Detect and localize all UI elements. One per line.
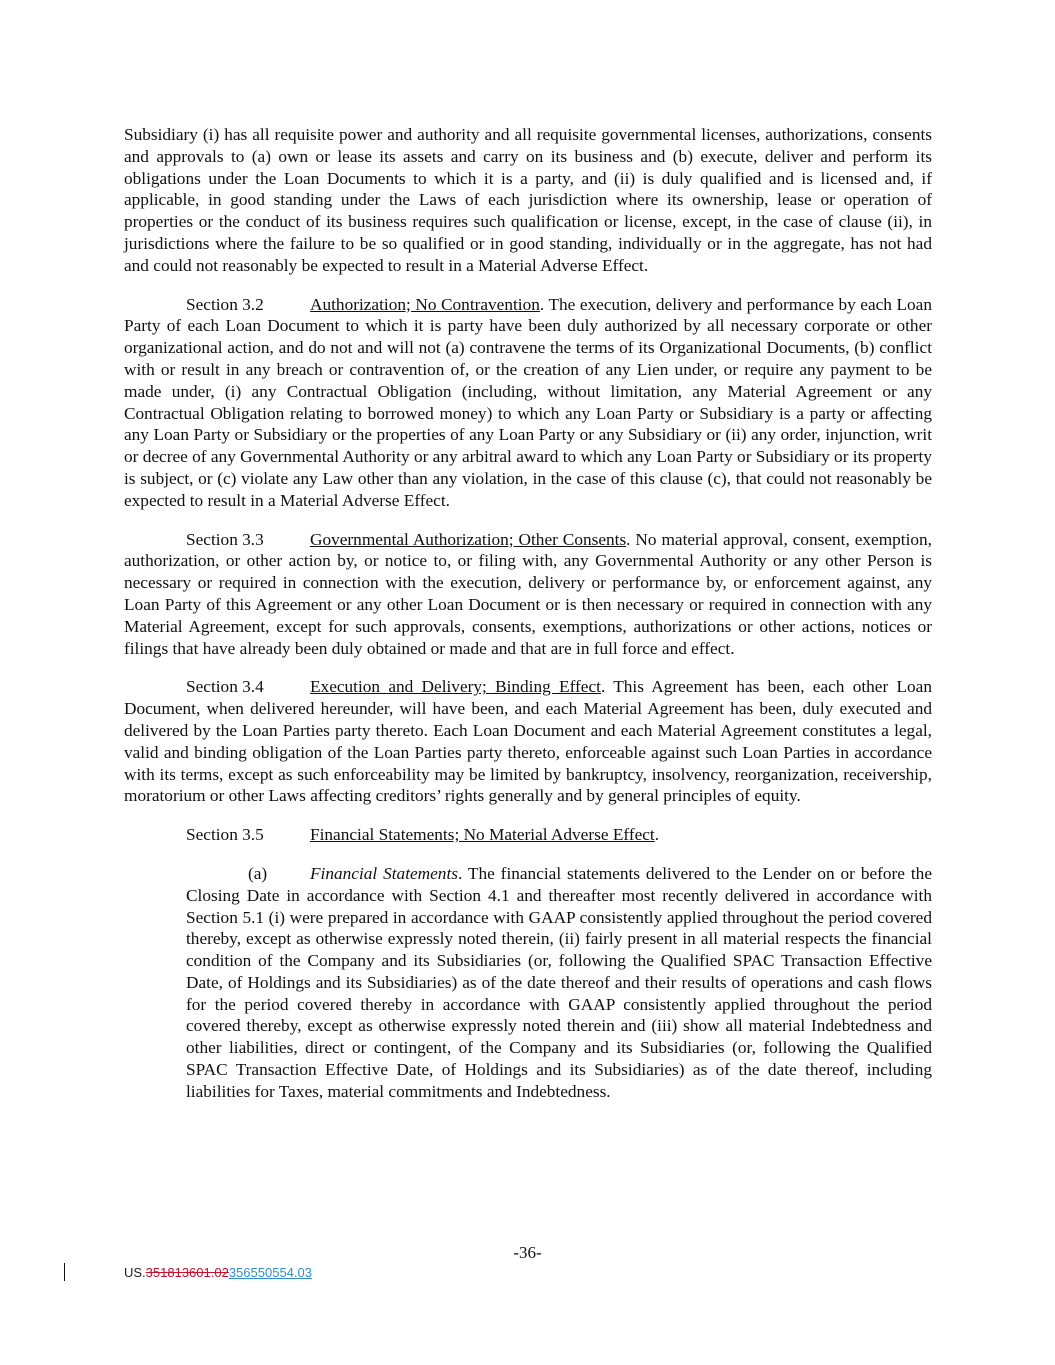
section-title: Execution and Delivery; Binding Effect	[310, 677, 601, 697]
page-number: -36-	[513, 1243, 542, 1262]
subsection-title: Financial Statements	[310, 863, 458, 883]
section-body: . No material approval, consent, exemption, authorization, or other action by, or notice to, or filing with, any Governmental Authority or any other Person is necessary or required in connection with the execution, delivery or performance by, or enforcement against, any Loan Party of this Agreement or any other Loan Document or is then necessary or required in connection with any Material Agreement, except for such approvals, consents, exemptions, authorizations or other actions, notices or filings that have already been duly obtained or made and that are in full force and effect.	[124, 529, 932, 658]
subsection-a	[186, 863, 932, 1103]
document-page	[124, 124, 932, 1120]
subsection-body: . The financial statements delivered to the Lender on or before the Closing Date in accordance with Section 4.1 and thereafter most recently delivered in accordance with Section 5.1 (i) were prepared in accordance with GAAP consistently applied throughout the period covered thereby, except as otherwise expressly noted therein, (ii) fairly present in all material respects the financial condition of the Company and its Subsidiaries (or, following the Qualified SPAC Transaction Effective Date, of Holdings and its Subsidiaries) as of the date thereof and their results of operations and cash flows for the period covered thereby in accordance with GAAP consistently applied throughout the period covered thereby, except as otherwise expressly noted therein and (iii) show all material Indebtedness and other liabilities, direct or contingent, of the Company and its Subsidiaries (or, following the Qualified SPAC Transaction Effective Date, of Holdings and its Subsidiaries) as of the date thereof, including liabilities for Taxes, material commitments and Indebtedness.	[186, 863, 932, 1101]
section-title: Governmental Authorization; Other Consents	[310, 529, 627, 549]
section-number: Section 3.2	[186, 294, 264, 314]
section-body: . This Agreement has been, each other Loan Document, when delivered hereunder, will have been, and each Material Agreement has been, duly executed and delivered by the Loan Parties party thereto. Each Loan Document and each Material Agreement constitutes a legal, valid and binding obligation of the Loan Parties party thereto, enforceable against such Loan Parties in accordance with its terms, except as such enforceability may be limited by bankruptcy, insolvency, reorganization, receivership, moratorium or other Laws affecting creditors’ rights generally and by general principles of equity.	[124, 677, 932, 806]
subsection-label: (a)	[248, 863, 268, 883]
section-title: Financial Statements; No Material Adverse Effect	[310, 825, 655, 845]
section-body: . The execution, delivery and performance by each Loan Party of each Loan Document to which it is party have been duly authorized by all necessary corporate or other organizational action, and do not and will not (a) contravene the terms of its Organizational Documents, (b) conflict with or result in any breach or contravention of, or the creation of any Lien under, or require any payment to be made under, (i) any Contractual Obligation (including, without limitation, any Material Agreement or any Contractual Obligation relating to borrowed money) to which any Loan Party or Subsidiary is a party or affecting any Loan Party or Subsidiary or the properties of any Loan Party or any Subsidiary or (ii) any order, injunction, writ or decree of any Governmental Authority or any arbitral award to which any Loan Party or Subsidiary or its property is subject, or (c) violate any Law other than any violation, in the case of this clause (c), that could not reasonably be expected to result in a Material Adverse Effect.	[124, 294, 932, 510]
section-3-5	[124, 824, 932, 846]
section-number: Section 3.3	[186, 529, 264, 549]
section-number: Section 3.5	[186, 825, 264, 845]
section-body: .	[654, 825, 660, 845]
section-3-4	[124, 676, 932, 807]
change-bar	[64, 1263, 65, 1281]
section-number: Section 3.4	[186, 677, 264, 697]
intro-paragraph: Subsidiary (i) has all requisite power and authority and all requisite governmental licenses, authorizations, consents and approvals to (a) own or lease its assets and carry on its business and (b) execute, deliver and perform its obligations under the Loan Documents to which it is a party, and (ii) is duly qualified and is licensed and, if applicable, in good standing under the Laws of each jurisdiction where its ownership, lease or operation of properties or the conduct of its business requires such qualification or license, except, in the case of clause (ii), in jurisdictions where the failure to be so qualified or in good standing, individually or in the aggregate, has not had and could not reasonably be expected to result in a Material Adverse Effect.	[124, 125, 932, 275]
doc-id-inserted: 356550554.03	[228, 1265, 312, 1280]
section-3-3	[124, 529, 932, 660]
section-3-2	[124, 294, 932, 512]
document-id	[124, 1265, 312, 1280]
section-title: Authorization; No Contravention	[310, 294, 540, 314]
doc-id-deleted: 351813601.02	[145, 1265, 229, 1280]
doc-id-prefix: US.	[124, 1265, 146, 1280]
